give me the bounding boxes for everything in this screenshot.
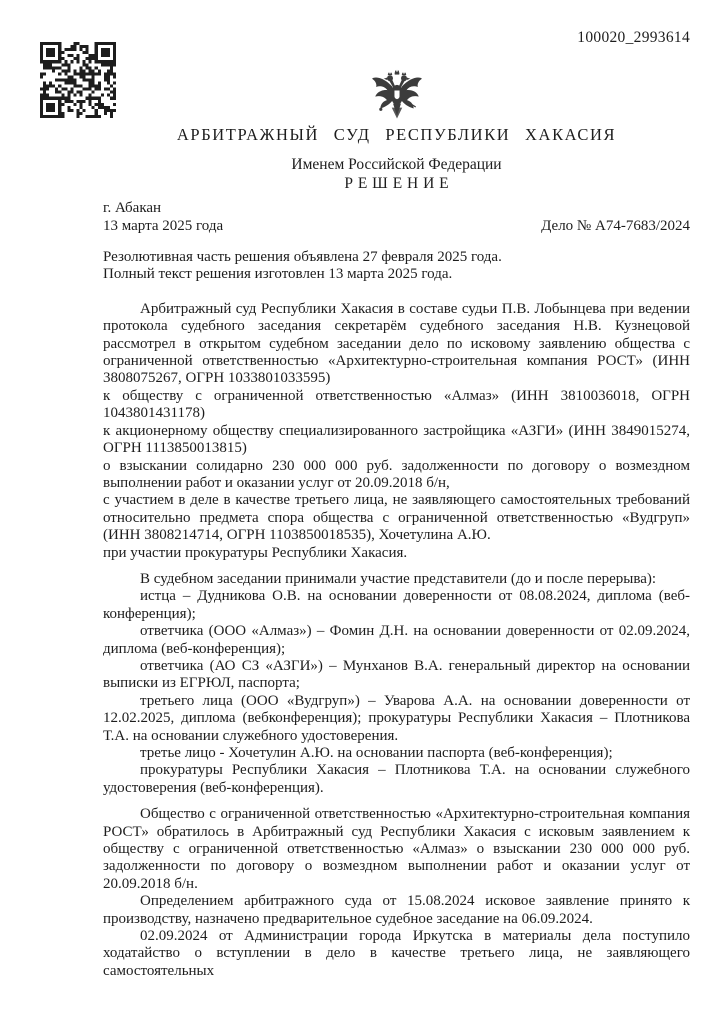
body-paragraph: ответчика (ООО «Алмаз») – Фомин Д.Н. на основании доверенности от 02.09.2024, диплома (веб-конференция); — [103, 623, 690, 657]
body-paragraph: третье лицо - Хочетулин А.Ю. на основании паспорта (веб-конференция); — [140, 745, 613, 761]
case-number: Дело № А74-7683/2024 — [541, 217, 690, 234]
document-content — [103, 66, 690, 980]
body-paragraph: к акционерному обществу специализированного застройщика «АЗГИ» (ИНН 3849015274, ОГРН 1113850013815) — [103, 422, 690, 457]
body-paragraph: истца – Дудникова О.В. на основании доверенности от 08.08.2024, диплома (веб-конференция); — [103, 588, 690, 622]
body-paragraph: 02.09.2024 от Администрации города Иркутска в материалы дела поступило ходатайство о вступлении в дело в качестве третьего лица, не заявляющего самостоятельных — [103, 928, 690, 979]
full-text-line: Полный текст решения изготовлен 13 марта 2025 года. — [103, 266, 453, 283]
body-paragraph: с участием в деле в качестве третьего лица, не заявляющего самостоятельных требований относительно предмета спора общества с ограниченной ответственностью «Вудгруп» (ИНН 3808214714, ОГРН 1103850018535), Хочетулина А.Ю. — [103, 492, 690, 544]
body-paragraph: третьего лица (ООО «Вудгруп») – Уварова А.А. на основании доверенности от 12.02.2025, диплома (вебконференция); прокуратуры Республики Хакасия – Плотникова Т.А. на основании служебного удостоверения. — [103, 692, 690, 744]
body-paragraph: Общество с ограниченной ответственностью «Архитектурно-строительная компания РОСТ» обратилось в Арбитражный суд Республики Хакасия с исковым заявлением к обществу с ограниченной ответственностью «Алмаз» о взыскании 230 000 000 руб. задолженности по договору о возмездном выполнении работ и оказании услуг от 20.09.2018 б/н. — [103, 806, 690, 892]
decision-body — [103, 301, 690, 980]
resolutive-part-line: Резолютивная часть решения объявлена 27 февраля 2025 года. — [103, 249, 502, 266]
decision-date: 13 марта 2025 года — [103, 217, 224, 234]
coat-of-arms-icon — [369, 66, 425, 122]
decision-title: Р Е Ш Е Н И Е — [344, 174, 449, 192]
body-paragraph: к обществу с ограниченной ответственностью «Алмаз» (ИНН 3810036018, ОГРН 1043801431178) — [103, 387, 690, 422]
body-paragraph: Определением арбитражного суда от 15.08.2024 исковое заявление принято к производству, назначено предварительное судебное заседание на 06.09.2024. — [103, 893, 690, 927]
document-id-number: 100020_2993614 — [577, 29, 690, 46]
court-name-title: АРБИТРАЖНЫЙ СУД РЕСПУБЛИКИ ХАКАСИЯ — [176, 125, 617, 144]
city-line: г. Абакан — [103, 200, 162, 217]
body-paragraph: о взыскании солидарно 230 000 000 руб. задолженности по договору о возмездном выполнении работ и оказании услуг от 20.09.2018 б/н, — [103, 457, 690, 491]
in-the-name-line: Именем Российской Федерации — [291, 156, 502, 174]
body-paragraph: Арбитражный суд Республики Хакасия в составе судьи П.В. Лобынцева при ведении протокола судебного заседания секретарём судебного заседания Н.В. Кузнецовой рассмотрел в открытом судебном заседании дело по исковому заявлению общества с ограниченной ответственностью «Архитектурно-строительная компания РОСТ» (ИНН 3808075267, ОГРН 1033801033595) — [103, 300, 690, 387]
body-paragraph: прокуратуры Республики Хакасия – Плотникова Т.А. на основании служебного удостоверения (веб-конференция). — [103, 762, 690, 796]
body-paragraph: В судебном заседании принимали участие представители (до и после перерыва): — [140, 570, 657, 587]
announcement-block — [103, 249, 690, 284]
date-case-row — [103, 218, 690, 235]
body-paragraph: ответчика (АО СЗ «АЗГИ») – Мунханов В.А. генеральный директор на основании выписки из ЕГРЮЛ, паспорта; — [103, 657, 690, 692]
body-paragraph: при участии прокуратуры Республики Хакасия. — [103, 544, 408, 561]
